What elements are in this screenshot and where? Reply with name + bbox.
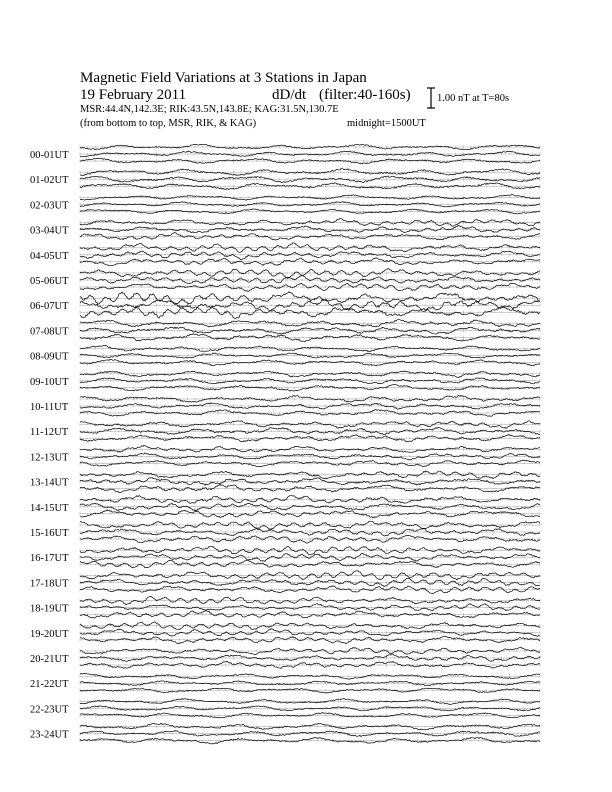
midnight-note: midnight=1500UT (347, 118, 426, 129)
hour-row-label: 13-14UT (30, 477, 69, 489)
hour-row (30, 395, 540, 416)
hour-row-label: 00-01UT (30, 150, 69, 161)
filter-label: (filter:40-160s) (319, 87, 411, 103)
station-order-note: (from bottom to top, MSR, RIK, & KAG) (80, 118, 257, 129)
hour-row-label: 17-18UT (30, 578, 69, 590)
hour-row (30, 647, 540, 668)
hour-row-label: 02-03UT (30, 200, 69, 212)
hour-row (30, 219, 540, 240)
hour-row (30, 269, 540, 292)
hour-row (30, 471, 540, 493)
hour-row (30, 571, 540, 594)
scale-bar-label: 1.00 nT at T=80s (437, 93, 510, 104)
hour-row (30, 320, 540, 342)
hour-row (30, 546, 540, 567)
hour-row-label: 01-02UT (30, 175, 69, 187)
component-label: dD/dt (272, 87, 307, 103)
hour-row-label: 07-08UT (30, 326, 69, 338)
hour-row-label: 04-05UT (30, 250, 69, 262)
hour-row-label: 05-06UT (30, 276, 69, 287)
trace-rik (80, 151, 540, 157)
chart-date: 19 February 2011 (80, 87, 187, 103)
hour-row (30, 445, 540, 466)
hour-row-label: 14-15UT (30, 502, 69, 514)
hour-row-label: 18-19UT (30, 603, 69, 615)
hour-row-label: 08-09UT (30, 351, 69, 363)
hour-row (30, 596, 540, 618)
hour-row-label: 19-20UT (30, 628, 69, 640)
trace-rows (30, 144, 540, 744)
hour-row (30, 673, 540, 693)
scale-bar (427, 88, 435, 108)
chart-title: Magnetic Field Variations at 3 Stations in Japan (80, 70, 367, 86)
hour-row-label: 03-04UT (30, 225, 69, 237)
hour-row (30, 723, 540, 744)
hour-row (30, 243, 540, 266)
hour-row-label: 09-10UT (30, 376, 69, 388)
hour-row (30, 699, 540, 718)
hour-row (30, 144, 540, 164)
hour-row (30, 371, 540, 391)
hour-row (30, 421, 540, 442)
trace-kag (80, 673, 540, 679)
hour-row-label: 20-21UT (30, 654, 69, 665)
hour-row (30, 345, 540, 365)
hour-row-label: 11-12UT (30, 427, 69, 439)
hour-row-label: 21-22UT (30, 679, 69, 691)
hour-row (30, 169, 540, 190)
hour-row-label: 12-13UT (30, 452, 69, 464)
hour-row (30, 521, 540, 543)
hour-row-label: 16-17UT (30, 553, 69, 565)
hour-row (30, 292, 540, 319)
hour-row-label: 10-11UT (30, 402, 69, 413)
hour-row (30, 195, 540, 214)
hour-row-label: 23-24UT (30, 729, 69, 741)
hour-row-label: 22-23UT (30, 704, 69, 716)
station-coordinates: MSR:44.4N,142.3E; RIK:43.5N,143.8E; KAG:31.5N,130.7E (80, 104, 339, 115)
hour-row (30, 622, 540, 644)
hour-row (30, 495, 540, 518)
hour-row-label: 06-07UT (30, 301, 69, 313)
hour-row-label: 15-16UT (30, 528, 69, 539)
